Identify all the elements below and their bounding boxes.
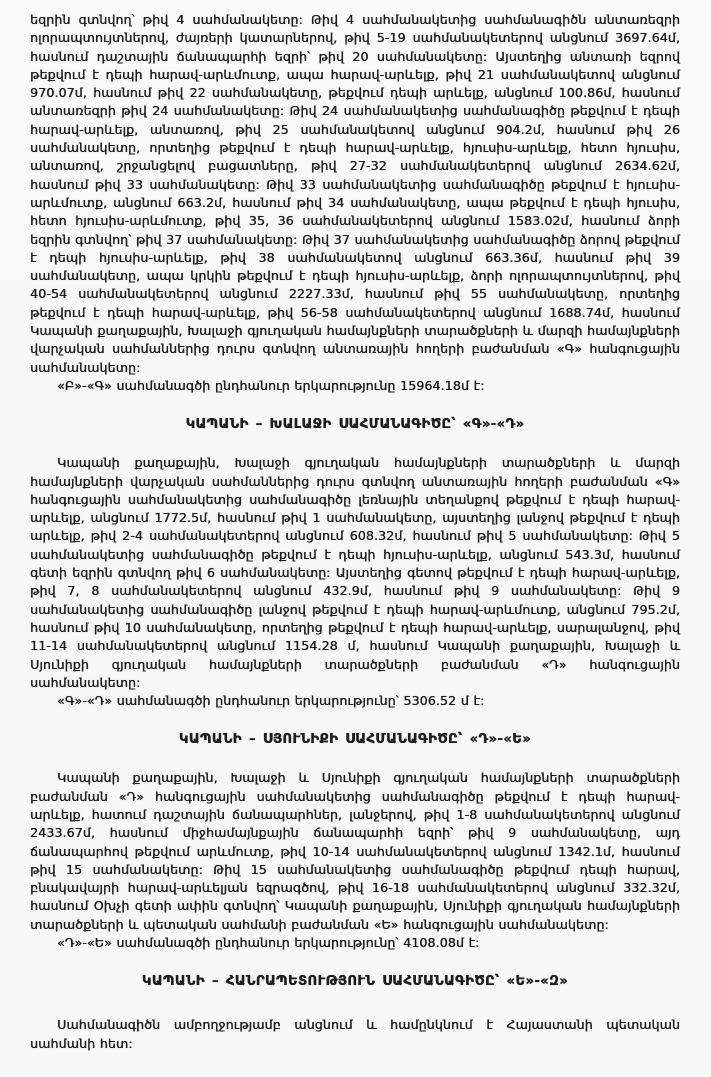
boundary-length-note-d-e: «Դ»-«Ե» սահմանագծի ընդհանուր երկարությունը՝ 4108.08մ է: [57,935,480,951]
section-heading-kapan-syunik: ԿԱՊԱՆԻ – ՍՅՈՒՆԻՔԻ ՍԱՀՄԱՆԱԳԻԾԸ՝ «Դ»-«Ե» [178,732,532,748]
section-heading-kapan-republic: ԿԱՊԱՆԻ – ՀԱՆՐԱՊԵՏՈՒԹՅՈՒՆ ՍԱՀՄԱՆԱԳԻԾԸ՝ «Ե»-«Զ» [141,974,569,990]
boundary-length-note-b-g: «Բ»-«Գ» սահմանագծի ընդհանուր երկարությունը 15964.18մ է: [57,377,485,393]
boundary-description-paragraph-d-e: Կապանի քաղաքային, Խալաջի և Սյունիքի գյուղական համայնքների տարածքների բաժանման «Դ» հանգուցային սահմանակետից սահմանագիծը թեքվում է դեպի հարավ-արևելք, հատում դաշտային ճանապարհներ, լանջերով, թիվ 1-8 սահմանակետերով անցնում 2433.67մ, հասնում միջհամայնքային ճանապարհի եզրի՝ թիվ 9 սահմանակետը, այդ ճանապարհով թեքվում արևմուտք, թիվ 10-14 սահմանակետերով անցնում 1342.1մ, հասնում թիվ 15 սահմանակետը: Թիվ 15 սահմանակետից սահմանագիծը թեքվում դեպի հարավ, բնակավայրի հարավ-արևելյան եզրագծով, թիվ 16-18 սահմանակետերով անցնում 332.32մ, հասնում Օխչի գետի ափին գտնվող՝ Կապանի քաղաքային, Սյունիքի գյուղական համայնքների տարածքների և պետական սահմանի բաժանման «Ե» հանգուցային սահմանակետը: [30,770,680,932]
section-heading-kapan-khalaj: ԿԱՊԱՆԻ – ԽԱԼԱՋԻ ՍԱՀՄԱՆԱԳԻԾԸ՝ «Գ»-«Դ» [185,417,525,433]
boundary-description-paragraph-b-g: եզրին գտնվող՝ թիվ 4 սահմանակետը: Թիվ 4 սահմանակետից սահմանագիծն անտառեզրի ոլորապտույտներով, ժայռերի կատարներով, թիվ 5-19 սահմանակետերով անցնում 3697.64մ, հասնում դաշտային ճանապարհի եզրի՝ թիվ 20 սահմանակետը: Այստեղից անտառի եզրով թեքվում է դեպի հարավ-արևմուտք, ապա հարավ-արևելք, թիվ 21 սահմանակետով անցնում 970.07մ, հասնում թիվ 22 սահմանակետը, թեքվում դեպի արևելք, անցնում 100.86մ, հասնում անտառեզրի թիվ 24 սահմանակետը: Թիվ 24 սահմանակետից սահմանագիծը թեքվում է դեպի հարավ-արևելք, անտառով, թիվ 25 սահմանակետով անցնում 904.2մ, հասնում թիվ 26 սահմանակետը, որտեղից թեքվում է դեպի հարավ-արևելք, հյուսիս-արևելք, հետո հյուսիս, անտառով, շրջանցելով բացատները, թիվ 27-32 սահմանակետերով անցնում 2634.62մ, հասնում թիվ 33 սահմանակետը: Թիվ 33 սահմանակետից սահմանագիծը թեքվում է հյուսիս-արևմուտք, անցնում 663.2մ, հասնում թիվ 34 սահմանակետը, ապա թեքվում է դեպի հյուսիս, հետո հյուսիս-արևմուտք, թիվ 35, 36 սահմանակետերով անցնում 1583.02մ, հասնում ձորի եզրին գտնվող՝ թիվ 37 սահմանակետը: Թիվ 37 սահմանակետից սահմանագիծը ձորով թեքվում է դեպի հյուսիս-արևելք, թիվ 38 սահմանակետով անցնում 663.36մ, հասնում թիվ 39 սահմանակետը, ապա կրկին թեքվում է դեպի հյուսիս-արևելք, ձորի ոլորապտույտներով, թիվ 40-54 սահմանակետերով անցնում 2227.33մ, հասնում թիվ 55 սահմանակետը, որտեղից թեքվում է դեպի հարավ-արևելք, թիվ 56-58 սահմանակետերով անցնում 1688.74մ, հասնում Կապանի քաղաքային, Խալաջի գյուղական համայնքների տարածքների և մարզի համայնքների վարչական սահմաններից դուրս գտնվող անտառային հողերի բաժանման «Գ» հանգուցային սահմանակետը: [30,12,680,375]
boundary-description-paragraph-e-z: Սահմանագիծն ամբողջությամբ անցնում և համընկնում է Հայաստանի պետական սահմանի հետ: [30,1017,680,1051]
boundary-length-note-g-d: «Գ»-«Դ» սահմանագծի ընդհանուր երկարությունը՝ 5306.52 մ է: [57,693,485,709]
boundary-description-paragraph-g-d: Կապանի քաղաքային, Խալաջի գյուղական համայնքների տարածքների և մարզի համայնքների վարչական սահմաններից դուրս գտնվող անտառային հողերի բաժանման «Գ» հանգուցային սահմանակետից սահմանագիծը լեռնային տեղանքով թեքվում է դեպի հարավ-արևելք, անցնում 1772.5մ, հասնում թիվ 1 սահմանակետը, այստեղից լանջով թեքվում է դեպի արևելք, թիվ 2-4 սահմանակետերով անցնում 608.32մ, հասնում թիվ 5 սահմանակետը: Թիվ 5 սահմանակետից սահմանագիծը թեքվում է դեպի հյուսիս-արևելք, անցնում 543.3մ, հասնում գետի եզրին գտնվող թիվ 6 սահմանակետը: Այստեղից գետով թեքվում է դեպի հարավ-արևելք, թիվ 7, 8 սահմանակետերով անցնում 432.9մ, հասնում թիվ 9 սահմանակետը: Թիվ 9 սահմանակետից սահմանագիծը լանջով թեքվում է դեպի հարավ-արևմուտք, անցնում 795.2մ, հասնում թիվ 10 սահմանակետը, որտեղից թեքվում է դեպի հարավ-արևելք, սարալանջով, թիվ 11-14 սահմանակետերով անցնում 1154.28 մ, հասնում Կապանի քաղաքային, Խալաջի և Սյունիքի գյուղական համայնքների տարածքների բաժանման «Դ» հանգուցային սահմանակետը: [30,455,680,690]
